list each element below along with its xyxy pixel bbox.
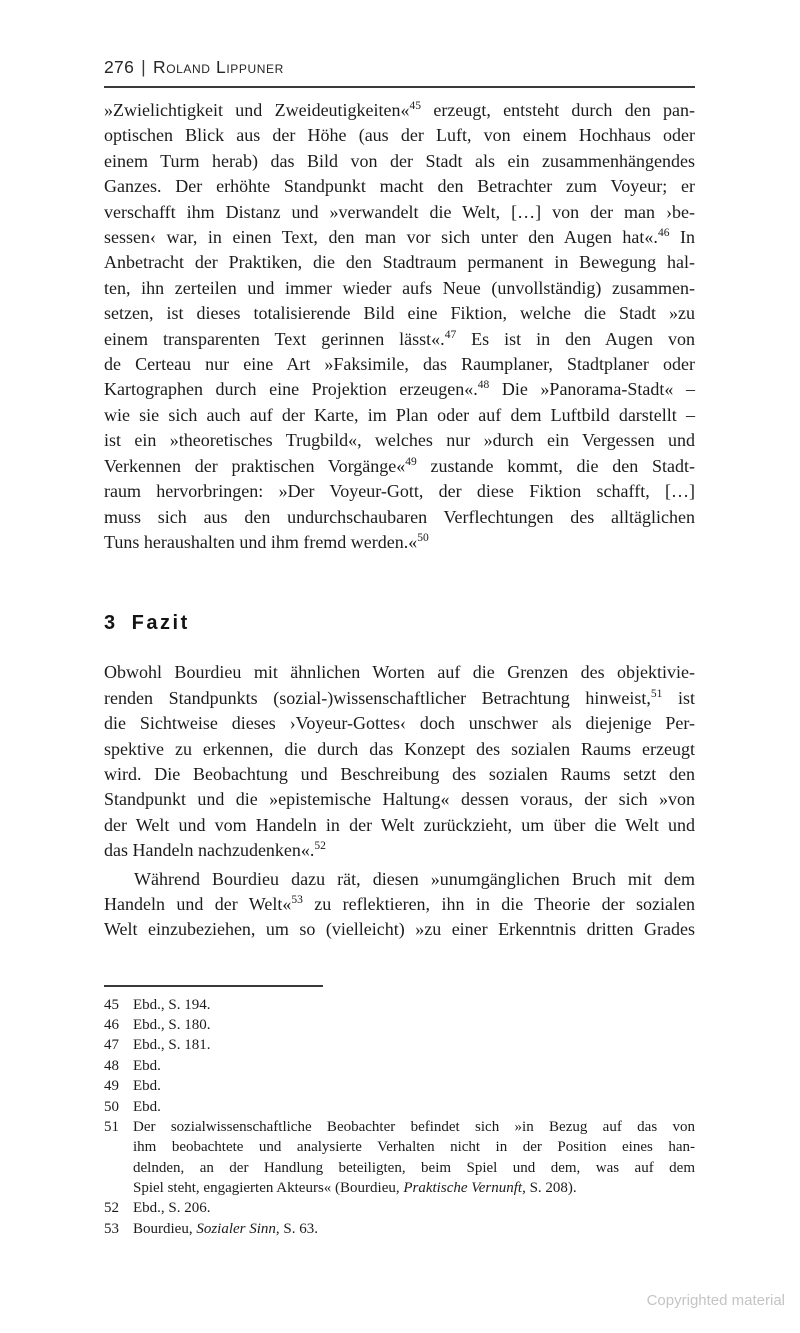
text-line: ten, ihn zerteilen und immer wieder aufs Neue (unvollständig) zusammen- — [104, 277, 695, 298]
section-heading: 3 Fazit — [104, 612, 190, 635]
text-line: Ebd., S. 194. — [133, 996, 211, 1013]
text-line: raum hervorbringen: »Der Voyeur-Gott, der diese Fiktion schafft, […] — [104, 481, 695, 502]
text-line: Verkennen der praktischen Vorgänge«$^{49}$ zustande kommt, die den Stadt- — [104, 455, 695, 476]
footnote-number: 45 — [104, 996, 119, 1013]
text-line: Der sozialwissenschaftliche Beobachter befindet sich »in Bezug auf das von — [133, 1118, 695, 1135]
text-line: Ganzes. Der erhöhte Standpunkt macht den Betrachter zum Voyeur; er — [104, 176, 695, 197]
footnote-item — [104, 1076, 695, 1096]
footnote-item — [104, 1035, 695, 1055]
footnote-number: 50 — [104, 1098, 119, 1115]
text-line: Ebd. — [133, 1078, 161, 1095]
text-line: muss sich aus den undurchschaubaren Verflechtungen des alltäglichen — [104, 506, 695, 527]
footnote-text — [133, 1097, 695, 1117]
italic-title: Sozialer Sinn — [196, 1220, 276, 1237]
text-line: setzen, ist dieses totalisierende Bild eine Fiktion, welche die Stadt »zu — [104, 303, 695, 324]
footnote-ref: 50 — [417, 531, 429, 544]
footnote-item — [104, 1219, 695, 1239]
text-line: Kartographen durch eine Projektion erzeugen«.$^{48}$ Die »Panorama-Stadt« – — [104, 379, 695, 400]
copyright-watermark: Copyrighted material — [646, 1292, 785, 1309]
italic-title: Praktische Vernunft — [403, 1179, 523, 1196]
footnote-item — [104, 1097, 695, 1117]
text-line: Bourdieu, Sozialer Sinn, S. 63. — [133, 1220, 319, 1237]
text-line: Ebd., S. 206. — [133, 1200, 211, 1217]
page-number: 276 — [104, 57, 135, 77]
text-column — [104, 0, 695, 1239]
footnote-ref: 51 — [650, 687, 663, 700]
paragraph-2 — [104, 660, 695, 863]
footnote-ref: 52 — [314, 840, 326, 853]
text-line: Ebd. — [133, 1098, 161, 1115]
footnote-separator-rule — [104, 985, 323, 987]
text-line: renden Standpunkts (sozial-)wissenschaftlicher Betrachtung hinweist,$^{51}$ ist — [104, 687, 695, 708]
paragraph-3 — [104, 867, 695, 943]
footnote-number: 51 — [104, 1118, 119, 1135]
footnote-number: 48 — [104, 1057, 119, 1074]
text-line: Während Bourdieu dazu rät, diesen »unumgänglichen Bruch mit dem — [134, 868, 695, 889]
footnote-item — [104, 1198, 695, 1218]
footnote-number: 52 — [104, 1200, 119, 1217]
text-line: Obwohl Bourdieu mit ähnlichen Worten auf die Grenzen des objektivie- — [104, 662, 695, 683]
paragraph-1 — [104, 98, 695, 555]
text-line: spektive zu erkennen, die durch das Konzept des sozialen Raums erzeugt — [104, 738, 695, 759]
footnote-text — [133, 1035, 695, 1055]
footnote-ref: 46 — [657, 227, 670, 240]
footnote-item — [104, 1015, 695, 1035]
text-line: Handeln und der Welt«$^{53}$ zu reflektieren, ihn in die Theorie der sozialen — [104, 893, 695, 914]
text-line: sessen‹ war, in einen Text, den man vor sich unter den Augen hat«.$^{46}$ In — [104, 227, 696, 248]
text-line: Ebd., S. 181. — [133, 1037, 211, 1054]
text-line: einem transparenten Text gerinnen lässt«.$^{47}$ Es ist in den Augen von — [104, 328, 695, 349]
footnote-ref: 48 — [477, 379, 490, 392]
text-line: Tuns heraushalten und ihm fremd werden.«$^{50}$ — [104, 531, 429, 552]
text-line: verschafft ihm Distanz und »verwandelt die Welt, […] von der man ›be- — [104, 201, 695, 222]
running-header-author: Roland Lippuner — [152, 57, 284, 77]
text-line: das Handeln nachzudenken«.$^{52}$ — [104, 840, 326, 861]
footnote-text — [133, 1117, 695, 1198]
text-line: wie sie sich auch auf der Karte, im Plan oder auf dem Luftbild darstellt – — [104, 404, 695, 425]
footnote-text — [133, 1198, 695, 1218]
text-line: Ebd., S. 180. — [133, 1017, 211, 1034]
footnote-text — [133, 1076, 695, 1096]
footnote-ref: 45 — [409, 100, 422, 112]
header-divider: | — [141, 57, 146, 77]
text-line: wird. Die Beobachtung und Beschreibung des sozialen Raums setzt den — [104, 763, 695, 784]
text-line: optischen Blick aus der Höhe (aus der Luft, von einem Hochhaus oder — [104, 125, 695, 146]
text-line: Ebd. — [133, 1057, 161, 1074]
footnote-item — [104, 1056, 695, 1076]
text-line: de Certeau nur eine Art »Faksimile, das Raumplaner, Stadtplaner oder — [104, 354, 695, 375]
text-line: ihm beobachtete und analysierte Verhalten nicht in der Position eines han- — [133, 1139, 695, 1156]
footnote-number: 49 — [104, 1078, 119, 1095]
footnote-text — [133, 1015, 695, 1035]
text-line: die Sichtweise dieses ›Voyeur-Gottes‹ doch unschwer als diejenige Per- — [104, 713, 695, 734]
footnote-ref: 53 — [291, 893, 303, 906]
text-line: delnden, an der Handlung beteiligten, beim Spiel und dem, was auf dem — [133, 1159, 695, 1176]
footnote-ref: 47 — [444, 328, 457, 341]
footnote-ref: 49 — [405, 455, 417, 468]
footnote-number: 53 — [104, 1220, 119, 1237]
text-line: Welt einzubeziehen, um so (vielleicht) »zu einer Erkenntnis dritten Grades — [104, 919, 695, 940]
footnotes-block — [104, 995, 695, 1239]
text-line: Standpunkt und die »epistemische Haltung« dessen voraus, der sich »von — [104, 789, 695, 810]
text-line: Anbetracht der Praktiken, die den Stadtraum permanent in Bewegung hal- — [104, 252, 695, 273]
footnote-number: 47 — [104, 1037, 119, 1054]
text-line: »Zwielichtigkeit und Zweideutigkeiten«$^{45}$ erzeugt, entsteht durch den pan- — [104, 100, 695, 120]
footnote-text — [133, 1219, 695, 1239]
footnote-number: 46 — [104, 1017, 119, 1034]
text-line: der Welt und vom Handeln in der Welt zurückzieht, um über die Welt und — [104, 814, 695, 835]
footnote-item — [104, 995, 695, 1015]
footnote-text — [133, 1056, 695, 1076]
running-header — [104, 57, 695, 88]
text-line: einem Turm herab) das Bild von der Stadt als ein zusammenhängendes — [104, 150, 695, 171]
footnote-item — [104, 1117, 695, 1198]
footnote-text — [133, 995, 695, 1015]
text-line: Spiel steht, engagierten Akteurs« (Bourdieu, Praktische Vernunft, S. 208). — [133, 1179, 577, 1196]
text-line: ist ein »theoretisches Trugbild«, welches nur »durch ein Vergessen und — [104, 430, 695, 451]
